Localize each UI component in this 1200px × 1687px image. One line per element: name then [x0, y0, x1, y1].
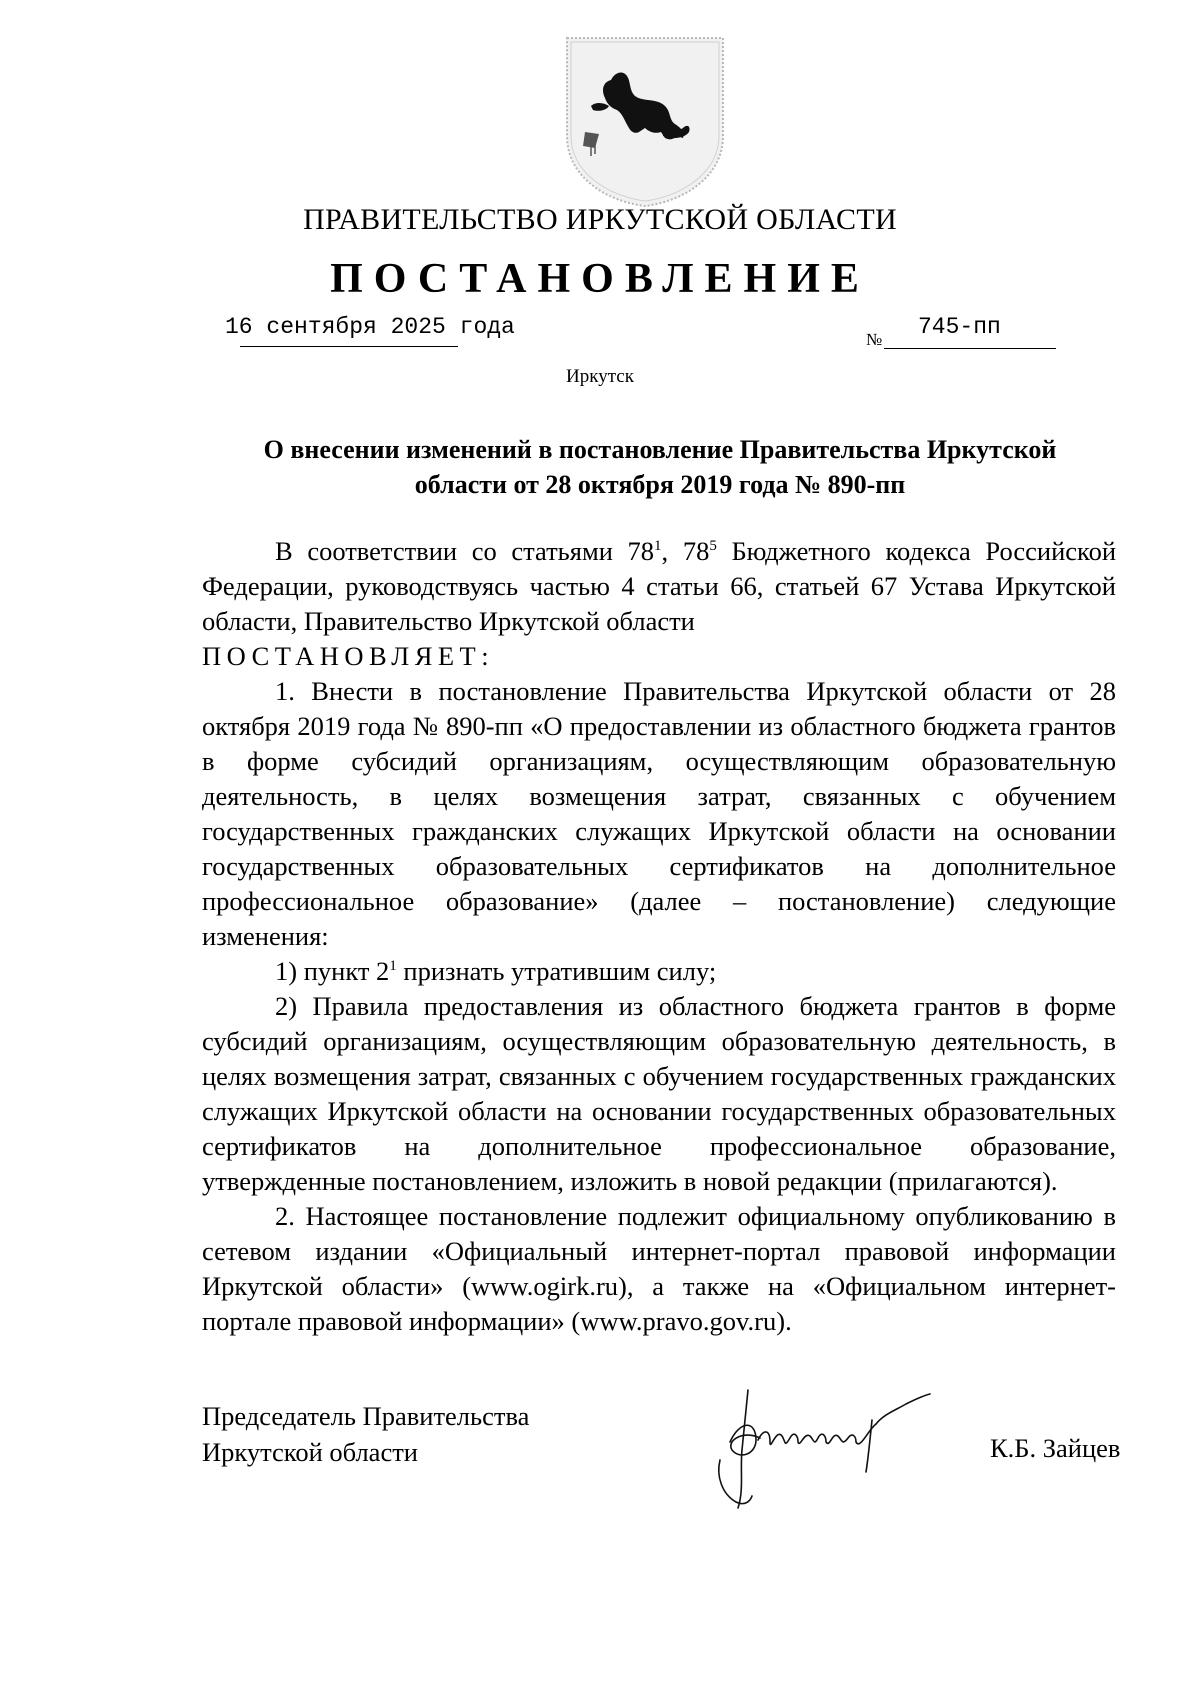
resolves-heading: ПОСТАНОВЛЯЕТ: — [202, 641, 495, 671]
number-sign: № — [866, 330, 883, 349]
number-underline — [884, 348, 1056, 349]
signer-position — [202, 1398, 529, 1470]
subitem-1-text-a: 1) пункт 2 — [275, 956, 390, 986]
item-1: 1. Внести в постановление Правительства Иркутской области от 28 октября 2019 года № 890-пп «О предоставлении из областного бюджета грантов в форме субсидий организациям, осуществляющим образовательную деятельность, в целях возмещения затрат, связанных с обучением государственных гражданских служащих Иркутской области на основании государственных образовательных сертификатов на дополнительное профессиональное образование» (далее – постановление) следующие изменения: — [202, 676, 1116, 951]
document-title — [200, 432, 1120, 502]
document-type: ПОСТАНОВЛЕНИЕ — [330, 256, 870, 302]
irkutsk-coat-of-arms-icon — [565, 36, 725, 208]
preamble-text-c: Бюджетного кодекса Российской Федерации, руководствуясь частью 4 статьи 66, статьей 67 Устава Иркутской области, Правительство Иркутской области — [202, 536, 1116, 636]
title-line-2: области от 28 октября 2019 года № 890-пп — [414, 470, 906, 499]
preamble-sup-2: 5 — [709, 538, 717, 555]
document-number: 745-пп — [918, 314, 1001, 340]
subitem-1 — [202, 954, 1116, 989]
subitem-1-text-b: признать утратившим силу; — [396, 956, 717, 986]
preamble-text-a: В соответствии со статьями 78 — [275, 536, 655, 566]
preamble-text-b: , 78 — [661, 536, 710, 566]
preamble — [202, 534, 1116, 639]
signer-name: К.Б. Зайцев — [990, 1433, 1121, 1463]
document-body — [202, 534, 1116, 1339]
date-underline — [240, 346, 458, 347]
signer-position-line-2: Иркутской области — [202, 1437, 418, 1467]
subitem-2: 2) Правила предоставления из областного бюджета грантов в форме субсидий организациям, осуществляющим образовательную деятельность, в целях возмещения затрат, связанных с обучением государственных гражданских служащих Иркутской области на основании государственных образовательных сертификатов на дополнительное профессиональное образование, утвержденные постановлением, изложить в новой редакции (прилагаются). — [202, 991, 1116, 1196]
item-2: 2. Настоящее постановление подлежит официальному опубликованию в сетевом издании «Официальный интернет-портал правовой информации Иркутской области» (www.ogirk.ru), а также на «Официальном интернет-портале правовой информации» (www.pravo.gov.ru). — [202, 1201, 1116, 1336]
organization-name: ПРАВИТЕЛЬСТВО ИРКУТСКОЙ ОБЛАСТИ — [303, 203, 897, 236]
title-line-1: О внесении изменений в постановление Правительства Иркутской — [263, 435, 1057, 464]
subitem-1-sup: 1 — [389, 958, 397, 975]
signer-position-line-1: Председатель Правительства — [202, 1401, 530, 1431]
city: Иркутск — [566, 366, 634, 387]
preamble-sup-1: 1 — [654, 538, 662, 555]
document-date: 16 сентября 2025 года — [225, 314, 515, 340]
handwritten-signature — [700, 1380, 970, 1520]
